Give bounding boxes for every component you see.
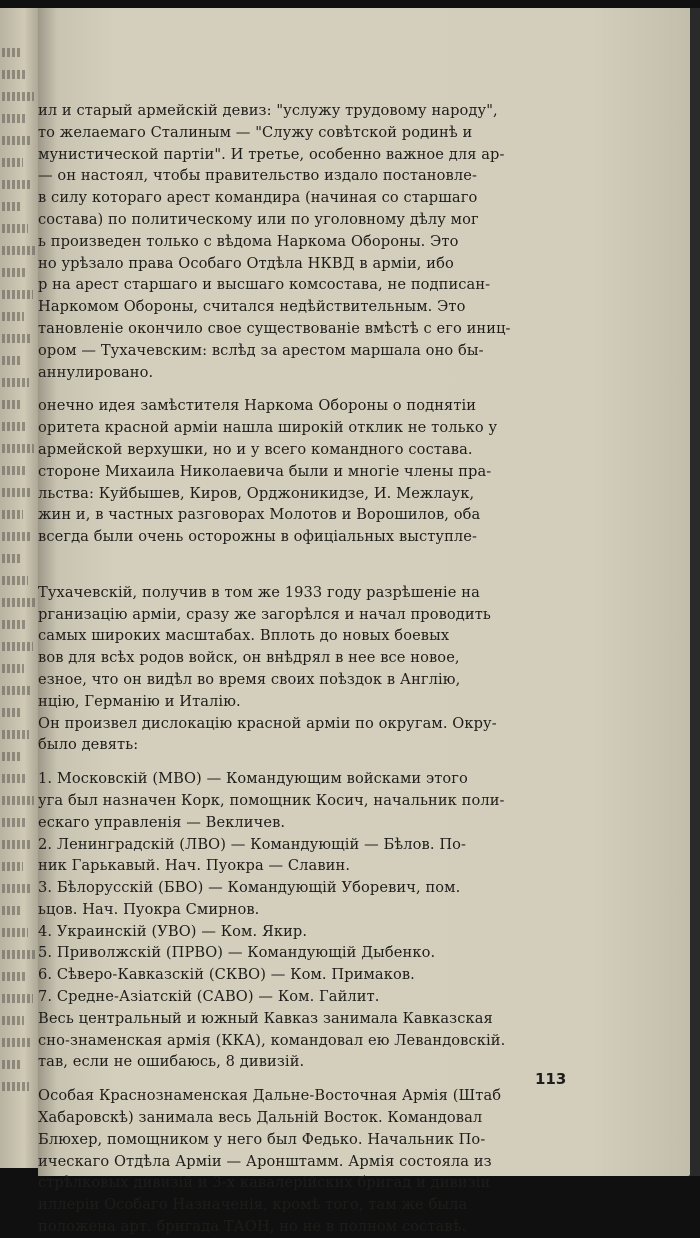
- text-line: льства: Куйбышев, Киров, Орджоникидзе, И. Межлаук,: [38, 484, 475, 502]
- text-line: оритета красной арміи нашла широкій отклик не только у: [38, 419, 498, 437]
- paragraph-gap: [38, 570, 648, 582]
- text-line: тав, если не ошибаюсь, 8 дивизій.: [38, 1053, 305, 1071]
- text-line: 5. Приволжскій (ПРВО) — Командующій Дыбенко.: [38, 944, 436, 962]
- previous-page-text-fragment: [2, 664, 24, 673]
- previous-page-text-fragment: [2, 246, 35, 255]
- text-line: положена арт. бригада ТАОН, но не в полном составѣ.: [38, 1218, 467, 1236]
- text-line: Весь центральный и южный Кавказ занимала Кавказская: [38, 1009, 493, 1027]
- previous-page-text-fragment: [2, 554, 21, 563]
- text-line: сно-знаменская армія (ККА), командовал ею Левандовскій.: [38, 1031, 506, 1049]
- text-line: иллеріи Особаго Назначенія, кромѣ того, там же была: [38, 1196, 468, 1214]
- previous-page-text-fragment: [2, 730, 29, 739]
- previous-page-text-fragment: [2, 1060, 22, 1069]
- previous-page-text-fragment: [2, 92, 34, 101]
- text-line: 1. Московскій (МВО) — Командующим войсками этого: [38, 770, 468, 788]
- previous-page-text-fragment: [2, 136, 32, 145]
- previous-page-text-fragment: [2, 906, 21, 915]
- paragraph-gap: [38, 383, 648, 395]
- previous-page-text-fragment: [2, 796, 34, 805]
- text-line: Он произвел дислокацію красной арміи по округам. Окру-: [38, 714, 497, 732]
- previous-page-text-fragment: [2, 488, 32, 497]
- previous-page-text-fragment: [2, 1082, 29, 1091]
- previous-page-text-fragment: [2, 532, 30, 541]
- text-line: 3. Бѣлорусскій (БВО) — Командующій Уборевич, пом.: [38, 879, 461, 897]
- text-line: состава) по политическому или по уголовному дѣлу мог: [38, 210, 479, 228]
- previous-page-text-fragment: [2, 510, 23, 519]
- previous-page-text-fragment: [2, 774, 27, 783]
- previous-page-text-fragment: [2, 400, 20, 409]
- previous-page-text-fragment: [2, 48, 20, 57]
- page-right-edge: [690, 8, 700, 1176]
- previous-page-text-fragment: [2, 1016, 24, 1025]
- previous-page-edge: [0, 8, 40, 1168]
- previous-page-text-fragment: [2, 972, 26, 981]
- page-body-text: [38, 100, 648, 1238]
- previous-page-text-fragment: [2, 356, 22, 365]
- text-line: ник Гарькавый. Нач. Пуокра — Славин.: [38, 857, 351, 875]
- previous-page-text-fragment: [2, 312, 24, 321]
- text-line: в силу котораго арест командира (начиная со старшаго: [38, 189, 478, 207]
- previous-page-text-fragment: [2, 114, 25, 123]
- previous-page-text-fragment: [2, 378, 29, 387]
- text-line: ескаго управленія — Векличев.: [38, 813, 286, 831]
- text-line: онечно идея замѣстителя Наркома Обороны о поднятіи: [38, 397, 477, 415]
- text-line: — он настоял, чтобы правительство издало постановле-: [38, 167, 477, 185]
- text-line: вов для всѣх родов войск, он внѣдрял в нее все новое,: [38, 649, 460, 667]
- text-line: стороне Михаила Николаевича были и многіе члены пра-: [38, 462, 492, 480]
- text-line: езное, что он видѣл во время своих поѣздок в Англію,: [38, 670, 461, 688]
- previous-page-text-fragment: [2, 576, 28, 585]
- previous-page-text-fragment: [2, 818, 25, 827]
- previous-page-text-fragment: [2, 862, 23, 871]
- previous-page-text-fragment: [2, 752, 20, 761]
- text-line: 2. Ленинградскій (ЛВО) — Командующій — Бѣлов. По-: [38, 835, 467, 853]
- text-line: нцію, Германію и Италію.: [38, 692, 241, 710]
- previous-page-text-fragment: [2, 422, 27, 431]
- previous-page-text-fragment: [2, 1038, 31, 1047]
- text-line: но урѣзало права Особаго Отдѣла НКВД в арміи, ибо: [38, 254, 454, 272]
- text-line: тановленіе окончило свое существованіе вмѣстѣ с его иниц-: [38, 319, 511, 337]
- text-line: мунистической партіи". И третье, особенно важное для ар-: [38, 145, 505, 163]
- previous-page-text-fragment: [2, 466, 25, 475]
- text-line: ил и старый армейскій девиз: "услужу трудовому народу",: [38, 102, 498, 119]
- text-line: жин и, в частных разговорах Молотов и Ворошилов, оба: [38, 506, 481, 524]
- paragraph-gap: [38, 756, 648, 768]
- previous-page-text-fragment: [2, 202, 21, 211]
- text-line: р на арест старшаго и высшаго комсостава, не подписан-: [38, 276, 491, 294]
- text-line: [38, 548, 648, 570]
- previous-page-text-fragment: [2, 70, 27, 79]
- text-line: Блюхер, помощником у него был Федько. Начальник По-: [38, 1130, 486, 1148]
- text-line: Тухачевскій, получив в том же 1933 году разрѣшеніе на: [38, 583, 480, 601]
- text-line: самых широких масштабах. Вплоть до новых боевых: [38, 627, 450, 645]
- previous-page-text-fragment: [2, 708, 22, 717]
- previous-page-text-fragment: [2, 928, 28, 937]
- text-line: ьцов. Нач. Пуокра Смирнов.: [38, 900, 260, 918]
- previous-page-text-fragment: [2, 224, 28, 233]
- page-number: 113: [535, 1070, 567, 1088]
- text-line: Особая Краснознаменская Дальне-Восточная Армія (Штаб: [38, 1087, 502, 1105]
- text-line: Хабаровскѣ) занимала весь Дальній Восток. Командовал: [38, 1109, 483, 1127]
- previous-page-text-fragment: [2, 642, 33, 651]
- text-line: армейской верхушки, но и у всего командного состава.: [38, 440, 473, 458]
- text-line: было девять:: [38, 736, 139, 754]
- text-line: 4. Украинскій (УВО) — Ком. Якир.: [38, 922, 308, 940]
- text-line: аннулировано.: [38, 363, 154, 381]
- text-line: ь произведен только с вѣдома Наркома Обороны. Это: [38, 232, 459, 250]
- previous-page-text-fragment: [2, 686, 31, 695]
- text-line: стрѣлковых дивизій и 3-х кавалерійских бригад и дивизіи: [38, 1174, 491, 1192]
- text-line: уга был назначен Корк, помощник Косич, начальник поли-: [38, 791, 505, 809]
- text-line: 7. Средне-Азіатскій (САВО) — Ком. Гайлит.: [38, 988, 380, 1006]
- previous-page-text-fragment: [2, 290, 33, 299]
- previous-page-text-fragment: [2, 444, 34, 453]
- text-line: то желаемаго Сталиным — "Служу совѣтской родинѣ и: [38, 123, 473, 141]
- book-page: [38, 8, 690, 1236]
- previous-page-text-fragment: [2, 994, 33, 1003]
- previous-page-text-fragment: [2, 840, 32, 849]
- previous-page-text-fragment: [2, 180, 30, 189]
- text-line: ическаго Отдѣла Арміи — Аронштамм. Армія состояла из: [38, 1152, 492, 1170]
- previous-page-text-fragment: [2, 884, 30, 893]
- previous-page-text-fragment: [2, 334, 31, 343]
- previous-page-text-fragment: [2, 268, 26, 277]
- text-line: 6. Сѣверо-Кавказскій (СКВО) — Ком. Примаков.: [38, 966, 415, 984]
- previous-page-text-fragment: [2, 950, 35, 959]
- text-line: всегда были очень осторожны в офиціальных выступле-: [38, 528, 478, 546]
- text-line: Наркомом Обороны, считался недѣйствительным. Это: [38, 298, 466, 316]
- previous-page-text-fragment: [2, 158, 23, 167]
- text-line: ором — Тухачевским: вслѣд за арестом маршала оно бы-: [38, 341, 484, 359]
- previous-page-text-fragment: [2, 598, 35, 607]
- previous-page-text-fragment: [2, 620, 26, 629]
- text-line: рганизацію арміи, сразу же загорѣлся и начал проводить: [38, 605, 491, 623]
